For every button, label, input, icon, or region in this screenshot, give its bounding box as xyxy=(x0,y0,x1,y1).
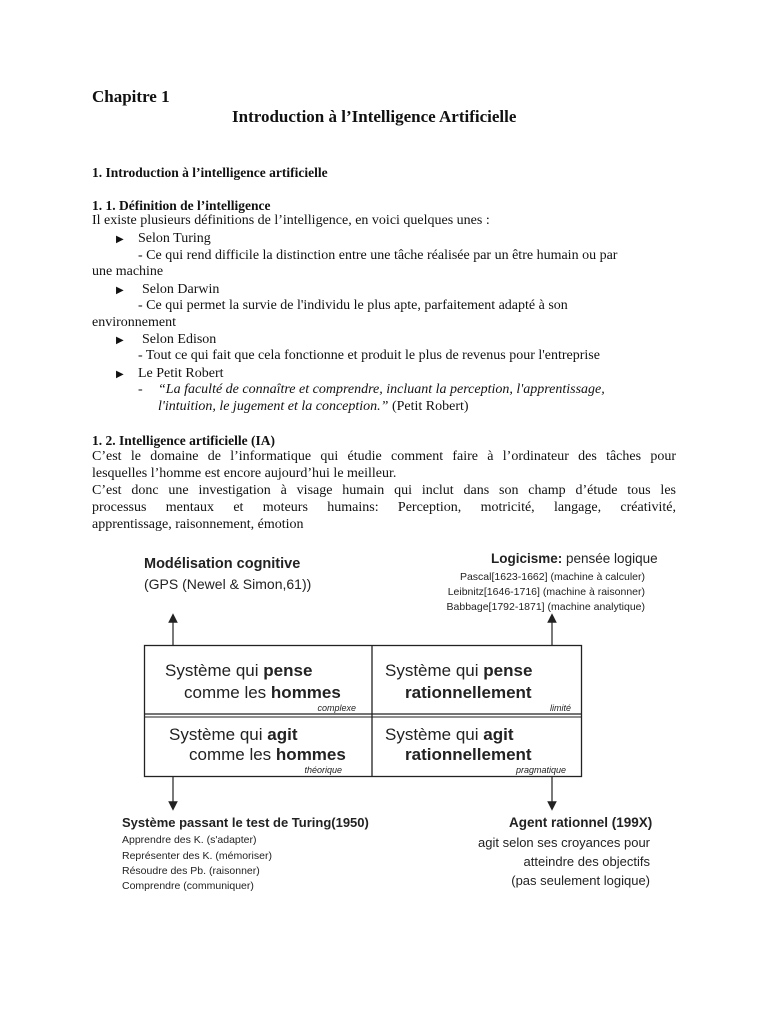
cell-tag-limite: limité xyxy=(549,703,571,713)
cell-text-bold: pense xyxy=(263,661,313,680)
turing-test-line: Représenter des K. (mémoriser) xyxy=(122,850,272,862)
cell-think-rationally-line1 xyxy=(385,661,532,681)
ia-paragraph-2-cont: processus mentaux et moteurs humains: Perception, motricité, langage, créativité, xyxy=(92,500,676,515)
turing-test-line: Apprendre des K. (s'adapter) xyxy=(122,834,257,846)
logicism-title-rest: pensée logique xyxy=(562,551,658,566)
definition-text-darwin: - Ce qui permet la survie de l'individu le plus apte, parfaitement adapté à son xyxy=(138,298,568,313)
definition-label-petit-robert: Le Petit Robert xyxy=(138,366,224,381)
definition-quote-source: (Petit Robert) xyxy=(391,399,469,414)
logicism-line: Babbage[1792-1871] (machine analytique) xyxy=(446,601,645,613)
rational-agent-title: Agent rationnel (199X) xyxy=(509,815,653,830)
cell-text: comme les xyxy=(189,745,276,764)
definition-text-turing: - Ce qui rend difficile la distinction entre une tâche réalisée par un être humain ou par xyxy=(138,248,618,263)
definition-label-turing: Selon Turing xyxy=(138,231,211,246)
definition-quote: “La faculté de connaître et comprendre, incluant la perception, l'apprentissage, xyxy=(158,382,605,397)
dash-marker: - xyxy=(138,382,143,397)
cell-text: Système qui xyxy=(385,661,484,680)
cell-text: comme les xyxy=(184,683,271,702)
cell-think-rationally-line2: rationnellement xyxy=(405,683,532,702)
cell-text-bold: agit xyxy=(267,725,298,744)
subsection-heading-ia: 1. 2. Intelligence artificielle (IA) xyxy=(92,433,275,448)
turing-test-line: Résoudre des Pb. (raisonner) xyxy=(122,865,260,877)
ia-paragraph-2-end: apprentissage, raisonnement, émotion xyxy=(92,517,304,532)
logicism-line: Leibnitz[1646-1716] (machine à raisonner) xyxy=(447,586,645,598)
ia-paragraph-1: C’est le domaine de l’informatique qui étudie comment faire à l’ordinateur des tâches pour xyxy=(92,449,676,464)
definition-label-edison: Selon Edison xyxy=(142,332,217,347)
subsection-heading-definition: 1. 1. Définition de l’intelligence xyxy=(92,198,271,213)
cell-act-humanly-line2 xyxy=(189,745,346,765)
cell-tag-pragmatique: pragmatique xyxy=(515,765,566,775)
cell-tag-complexe: complexe xyxy=(317,703,356,713)
section-heading: 1. Introduction à l’intelligence artificielle xyxy=(92,165,328,180)
arrow-bullet-icon: ▶ xyxy=(116,369,124,380)
turing-test-title: Système passant le test de Turing(1950) xyxy=(122,815,369,830)
logicism-line: Pascal[1623-1662] (machine à calculer) xyxy=(459,571,645,583)
cell-text: Système qui xyxy=(165,661,264,680)
cell-think-humanly-line1 xyxy=(165,661,312,681)
definition-text-darwin-cont: environnement xyxy=(92,315,176,330)
definition-text-turing-cont: une machine xyxy=(92,264,164,279)
turing-test-line: Comprendre (communiquer) xyxy=(122,880,254,892)
cell-text-bold: hommes xyxy=(270,683,341,702)
ia-paragraph-1-cont: lesquelles l’homme est encore aujourd’hui le meilleur. xyxy=(92,466,397,481)
page-title: Introduction à l’Intelligence Artificielle xyxy=(232,107,517,126)
cell-text-bold: hommes xyxy=(275,745,346,764)
logicism-title-bold: Logicisme: xyxy=(491,551,563,566)
arrow-bullet-icon: ▶ xyxy=(116,285,124,296)
definition-label-darwin: Selon Darwin xyxy=(142,282,220,297)
definition-quote-line2: l'intuition, le jugement et la conception.” xyxy=(158,399,389,414)
rational-agent-line: agit selon ses croyances pour xyxy=(478,835,650,850)
cell-act-humanly-line1 xyxy=(169,725,298,745)
cell-think-humanly-line2 xyxy=(184,683,341,703)
cognitive-modeling-subtitle: (GPS (Newel & Simon,61)) xyxy=(144,576,312,592)
rational-agent-line: atteindre des objectifs xyxy=(523,854,650,869)
cell-text: Système qui xyxy=(385,725,484,744)
cell-text-bold: agit xyxy=(483,725,514,744)
cognitive-modeling-title: Modélisation cognitive xyxy=(144,556,301,572)
arrow-bullet-icon: ▶ xyxy=(116,234,124,245)
definition-intro: Il existe plusieurs définitions de l’intelligence, en voici quelques unes : xyxy=(92,213,490,228)
cell-act-rationally-line2: rationnellement xyxy=(405,745,532,764)
definition-text-edison: - Tout ce qui fait que cela fonctionne et produit le plus de revenus pour l'entreprise xyxy=(138,348,600,363)
cell-act-rationally-line1 xyxy=(385,725,514,745)
rational-agent-line: (pas seulement logique) xyxy=(511,873,650,888)
cell-text-bold: pense xyxy=(483,661,533,680)
cell-tag-theorique: théorique xyxy=(304,765,342,775)
arrow-bullet-icon: ▶ xyxy=(116,335,124,346)
chapter-label: Chapitre 1 xyxy=(92,87,170,106)
cell-text: Système qui xyxy=(169,725,268,744)
ia-paragraph-2: C’est donc une investigation à visage humain qui inclut dans son champ d’étude tous les xyxy=(92,483,676,498)
